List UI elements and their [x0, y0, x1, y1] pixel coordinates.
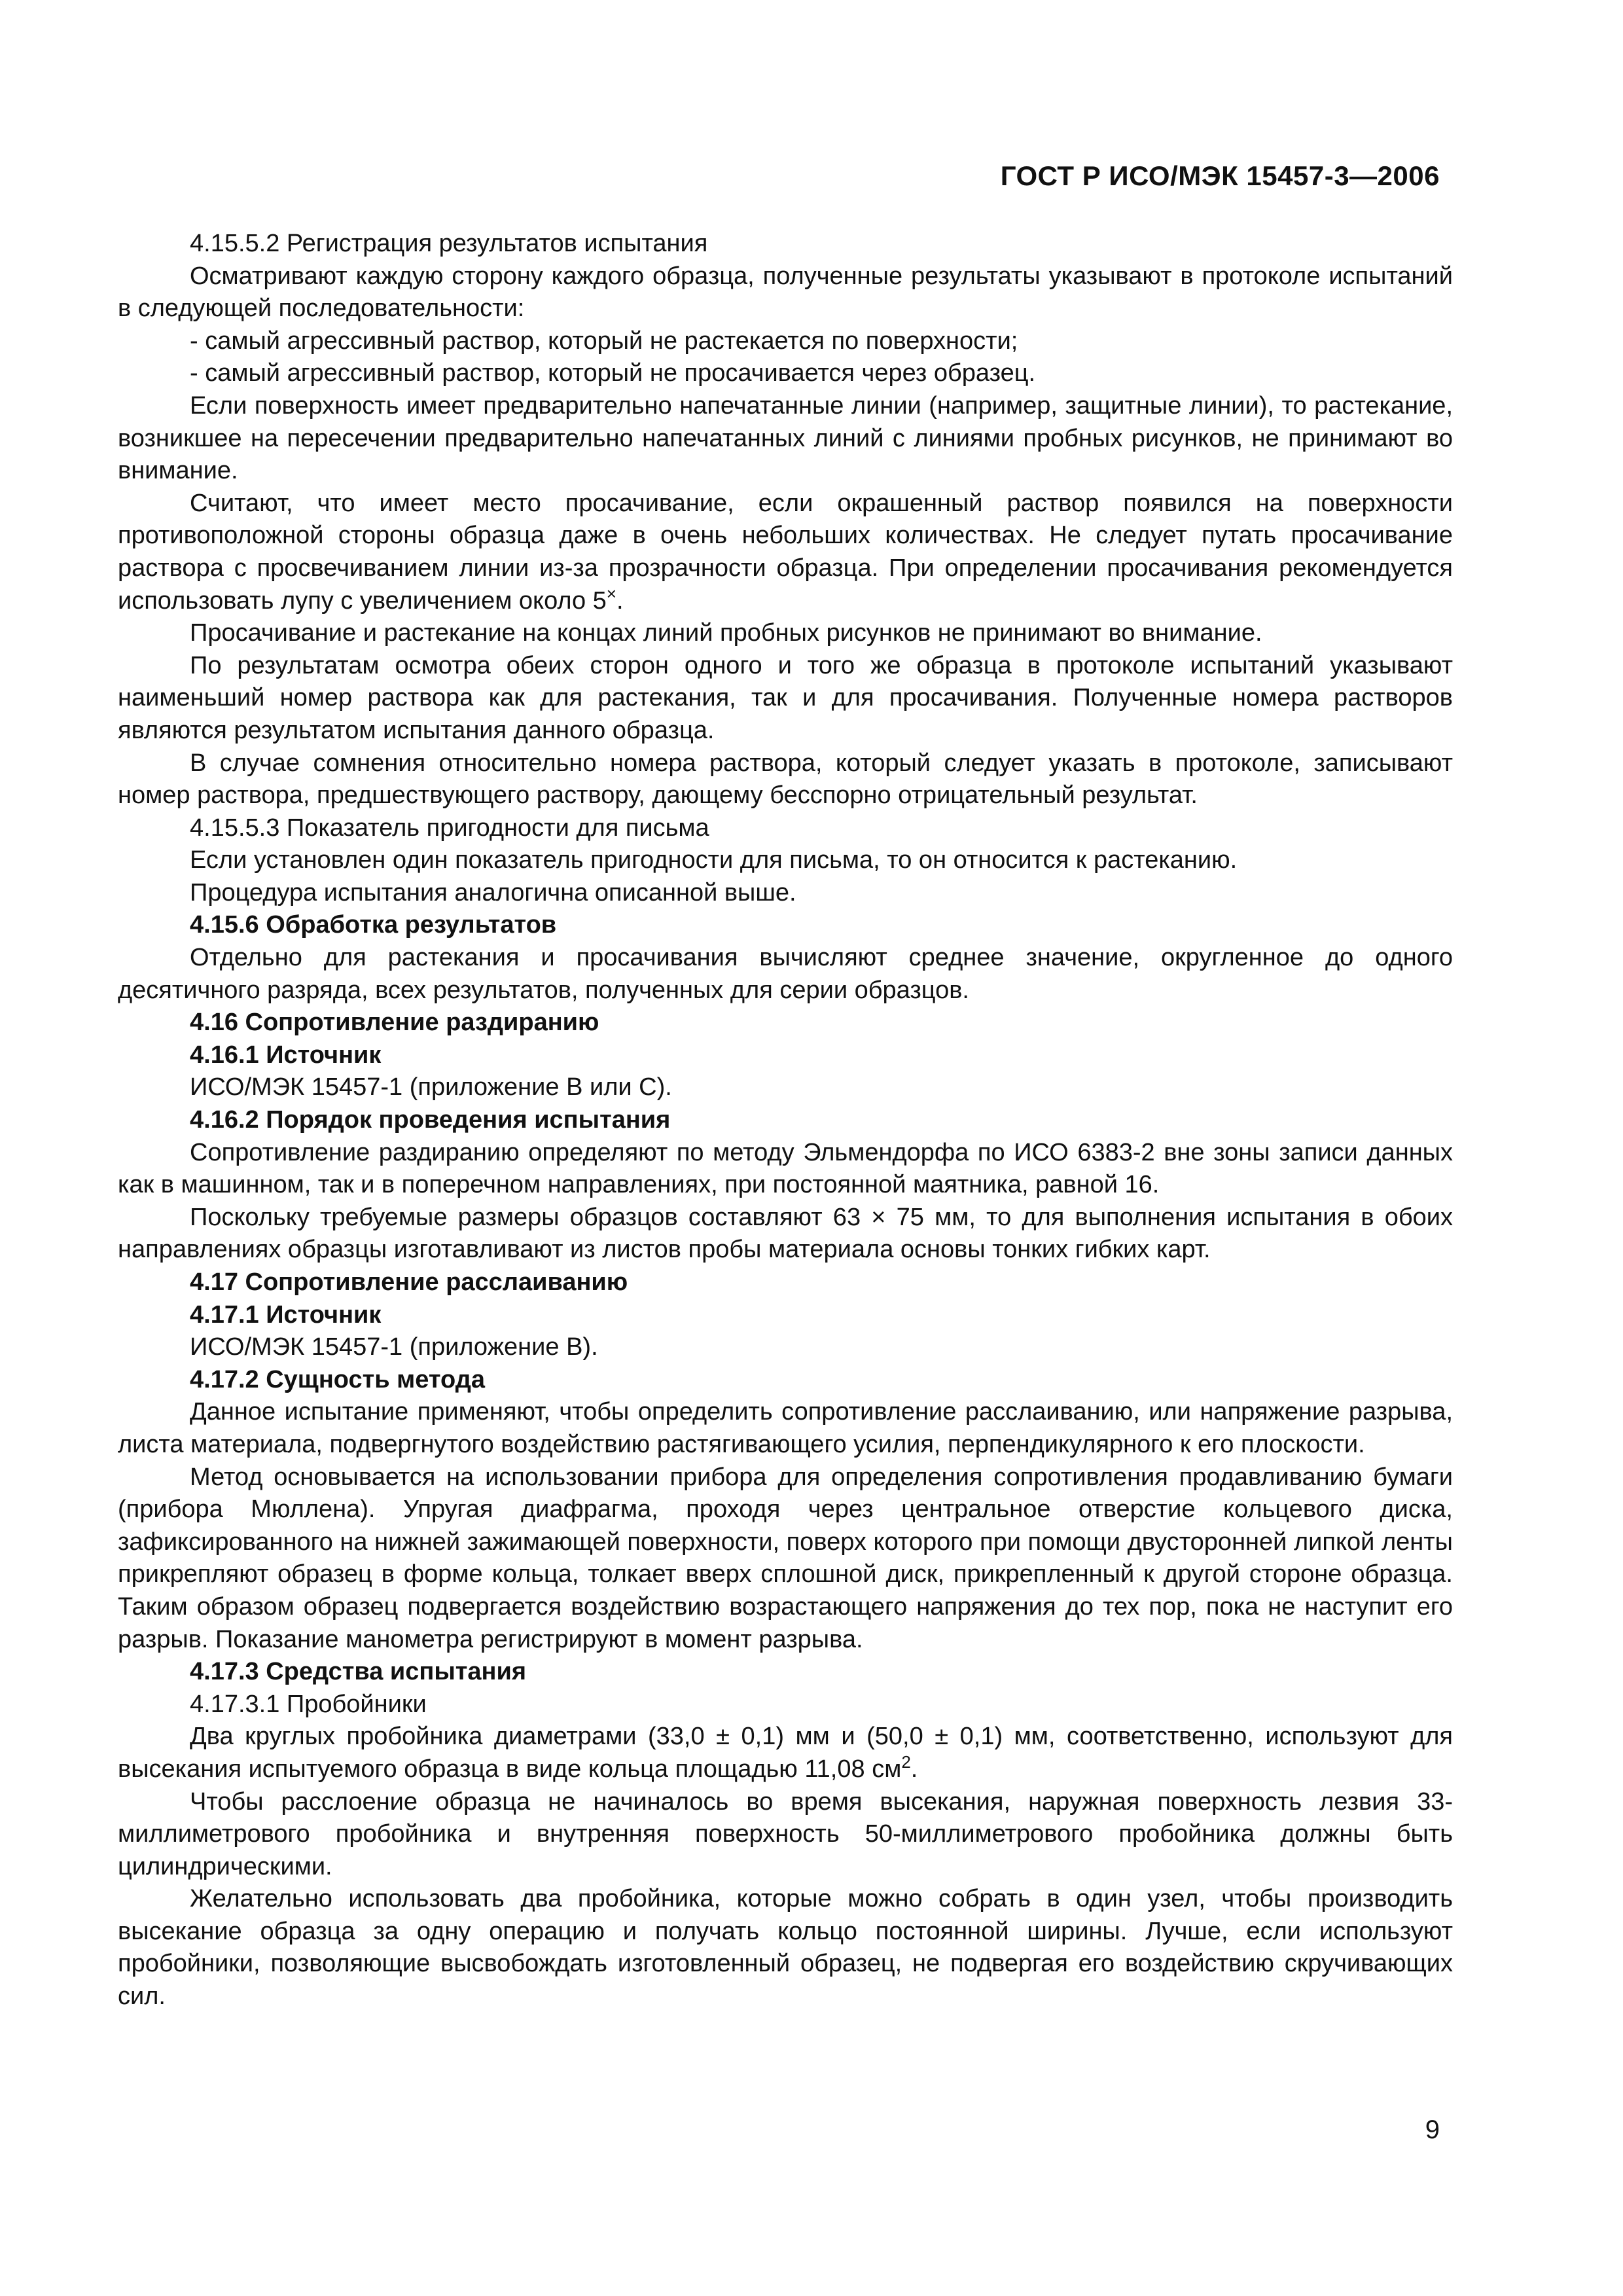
paragraph	[118, 877, 1453, 910]
paragraph-text: Процедура испытания аналогична описанной выше.	[190, 878, 796, 906]
list-item	[118, 325, 1453, 358]
paragraph-text: Считают, что имеет место просачивание, если окрашенный раствор появился на поверхности противоположной стороны образца даже в очень небольших количествах. Не следует путать просачивание раствора с просвечиванием линии из-за прозрачности образца. При определении просачивания рекомендуется использовать лупу с увеличением около 5	[118, 489, 1453, 615]
superscript: ×	[606, 583, 616, 603]
paragraph	[118, 228, 1453, 260]
paragraph	[118, 1786, 1453, 1884]
paragraph-text: Метод основывается на использовании прибора для определения сопротивления продавливанию бумаги (прибора Мюллена). Упругая диафрагма, проходя через центральное отверстие кольцевого диска, зафиксированного на нижней зажимающей поверхности, поверх которого при помощи двусторонней липкой ленты прикрепляют образец в форме кольца, толкает вверх сплошной диск, прикрепленный к другой стороне образца. Таким образом образец подвергается воздействию возрастающего напряжения до тех пор, пока не наступит его разрыв. Показание манометра регистрируют в момент разрыва.	[118, 1463, 1453, 1653]
paragraph	[118, 488, 1453, 617]
paragraph-text: Если поверхность имеет предварительно напечатанные линии (например, защитные линии), то растекание, возникшее на пересечении предварительно напечатанных линий с линиями пробных рисунков, не принимают во внимание.	[118, 391, 1453, 485]
paragraph-text: Отдельно для растекания и просачивания вычисляют среднее значение, округленное до одного десятичного разряда, всех результатов, полученных для серии образцов.	[118, 944, 1453, 1004]
paragraph-text: 4.15.5.3 Показатель пригодности для письма	[190, 814, 709, 842]
paragraph	[118, 1721, 1453, 1785]
paragraph-text: Осматривают каждую сторону каждого образца, полученные результаты указывают в протоколе испытаний в следующей последовательности:	[118, 262, 1453, 323]
paragraph	[118, 1883, 1453, 2013]
paragraph	[118, 617, 1453, 650]
standard-code-header: ГОСТ Р ИСО/МЭК 15457-3—2006	[1000, 160, 1440, 191]
paragraph	[118, 1396, 1453, 1461]
section-heading	[118, 1364, 1453, 1397]
paragraph-text: 4.17.1 Источник	[190, 1300, 382, 1329]
paragraph	[118, 1331, 1453, 1364]
paragraph-text: 4.16.1 Источник	[190, 1041, 382, 1069]
paragraph	[118, 1462, 1453, 1657]
paragraph	[118, 942, 1453, 1007]
paragraph-text: 4.17.3.1 Пробойники	[190, 1690, 427, 1718]
paragraph	[118, 1137, 1453, 1202]
paragraph-text: По результатам осмотра обеих сторон одного и того же образца в протоколе испытаний указывают наименьший номер раствора как для растекания, так и для просачивания. Полученные номера растворов являются результатом испытания данного образца.	[118, 651, 1453, 744]
superscript: 2	[901, 1751, 911, 1772]
paragraph-text: 4.15.5.2 Регистрация результатов испытания	[190, 230, 708, 257]
paragraph	[118, 844, 1453, 877]
paragraph-text: - самый агрессивный раствор, который не растекается по поверхности;	[190, 327, 1018, 355]
paragraph-text: Поскольку требуемые размеры образцов составляют 63 × 75 мм, то для выполнения испытания в обоих направлениях образцы изготавливают из листов пробы материала основы тонких гибких карт.	[118, 1203, 1453, 1264]
paragraph-text: Если установлен один показатель пригодности для письма, то он относится к растеканию.	[190, 846, 1238, 874]
section-heading	[118, 1266, 1453, 1299]
section-heading	[118, 909, 1453, 942]
paragraph	[118, 390, 1453, 488]
paragraph-text: ИСО/МЭК 15457-1 (приложение В или С).	[190, 1073, 672, 1102]
paragraph	[118, 747, 1453, 812]
paragraph-text: Данное испытание применяют, чтобы определить сопротивление расслаиванию, или напряжение разрыва, листа материала, подвергнутого воздействию растягивающего усилия, перпендикулярного к его плоскости.	[118, 1398, 1453, 1458]
section-heading	[118, 1007, 1453, 1039]
paragraph-text: В случае сомнения относительно номера раствора, который следует указать в протоколе, записывают номер раствора, предшествующего раствору, дающему бесспорно отрицательный результат.	[118, 749, 1453, 810]
paragraph-text: - самый агрессивный раствор, который не просачивается через образец.	[190, 359, 1036, 387]
section-heading	[118, 1039, 1453, 1072]
paragraph	[118, 650, 1453, 747]
section-heading	[118, 1299, 1453, 1332]
body-text	[118, 228, 1453, 2013]
paragraph-text: Просачивание и растекание на концах линий пробных рисунков не принимают во внимание.	[190, 619, 1262, 647]
paragraph-text: 4.15.6 Обработка результатов	[190, 911, 557, 939]
paragraph	[118, 812, 1453, 845]
paragraph-text: Два круглых пробойника диаметрами (33,0 ± 0,1) мм и (50,0 ± 0,1) мм, соответственно, используют для высекания испытуемого образца в виде кольца площадью 11,08 см	[118, 1723, 1453, 1783]
list-item	[118, 357, 1453, 390]
page-number: 9	[1425, 2115, 1440, 2144]
paragraph-text: Желательно использовать два пробойника, которые можно собрать в один узел, чтобы производить высекание образца за одну операцию и получать кольцо постоянной ширины. Лучше, если используют пробойники, позволяющие высвобождать изготовленный образец, не подвергая его воздействию скручивающих сил.	[118, 1885, 1453, 2011]
paragraph	[118, 1071, 1453, 1104]
paragraph	[118, 260, 1453, 325]
paragraph	[118, 1202, 1453, 1266]
paragraph-text: 4.16.2 Порядок проведения испытания	[190, 1106, 671, 1134]
section-heading	[118, 1104, 1453, 1137]
trailing-punctuation: .	[616, 586, 624, 615]
paragraph-text: 4.17.2 Сущность метода	[190, 1365, 485, 1393]
section-heading	[118, 1656, 1453, 1689]
paragraph-text: 4.16 Сопротивление раздиранию	[190, 1009, 599, 1037]
trailing-punctuation: .	[910, 1755, 918, 1783]
paragraph-text: 4.17.3 Средства испытания	[190, 1658, 527, 1686]
paragraph-text: 4.17 Сопротивление расслаиванию	[190, 1268, 628, 1296]
paragraph	[118, 1689, 1453, 1721]
paragraph-text: Чтобы расслоение образца не начиналось во время высекания, наружная поверхность лезвия 33-миллиметрового пробойника и внутренняя поверхность 50-миллиметрового пробойника должны быть цилиндрическими.	[118, 1787, 1453, 1880]
paragraph-text: Сопротивление раздиранию определяют по методу Эльмендорфа по ИСО 6383-2 вне зоны записи данных как в машинном, так и в поперечном направлениях, при постоянной маятника, равной 16.	[118, 1138, 1453, 1199]
paragraph-text: ИСО/МЭК 15457-1 (приложение В).	[190, 1333, 598, 1361]
